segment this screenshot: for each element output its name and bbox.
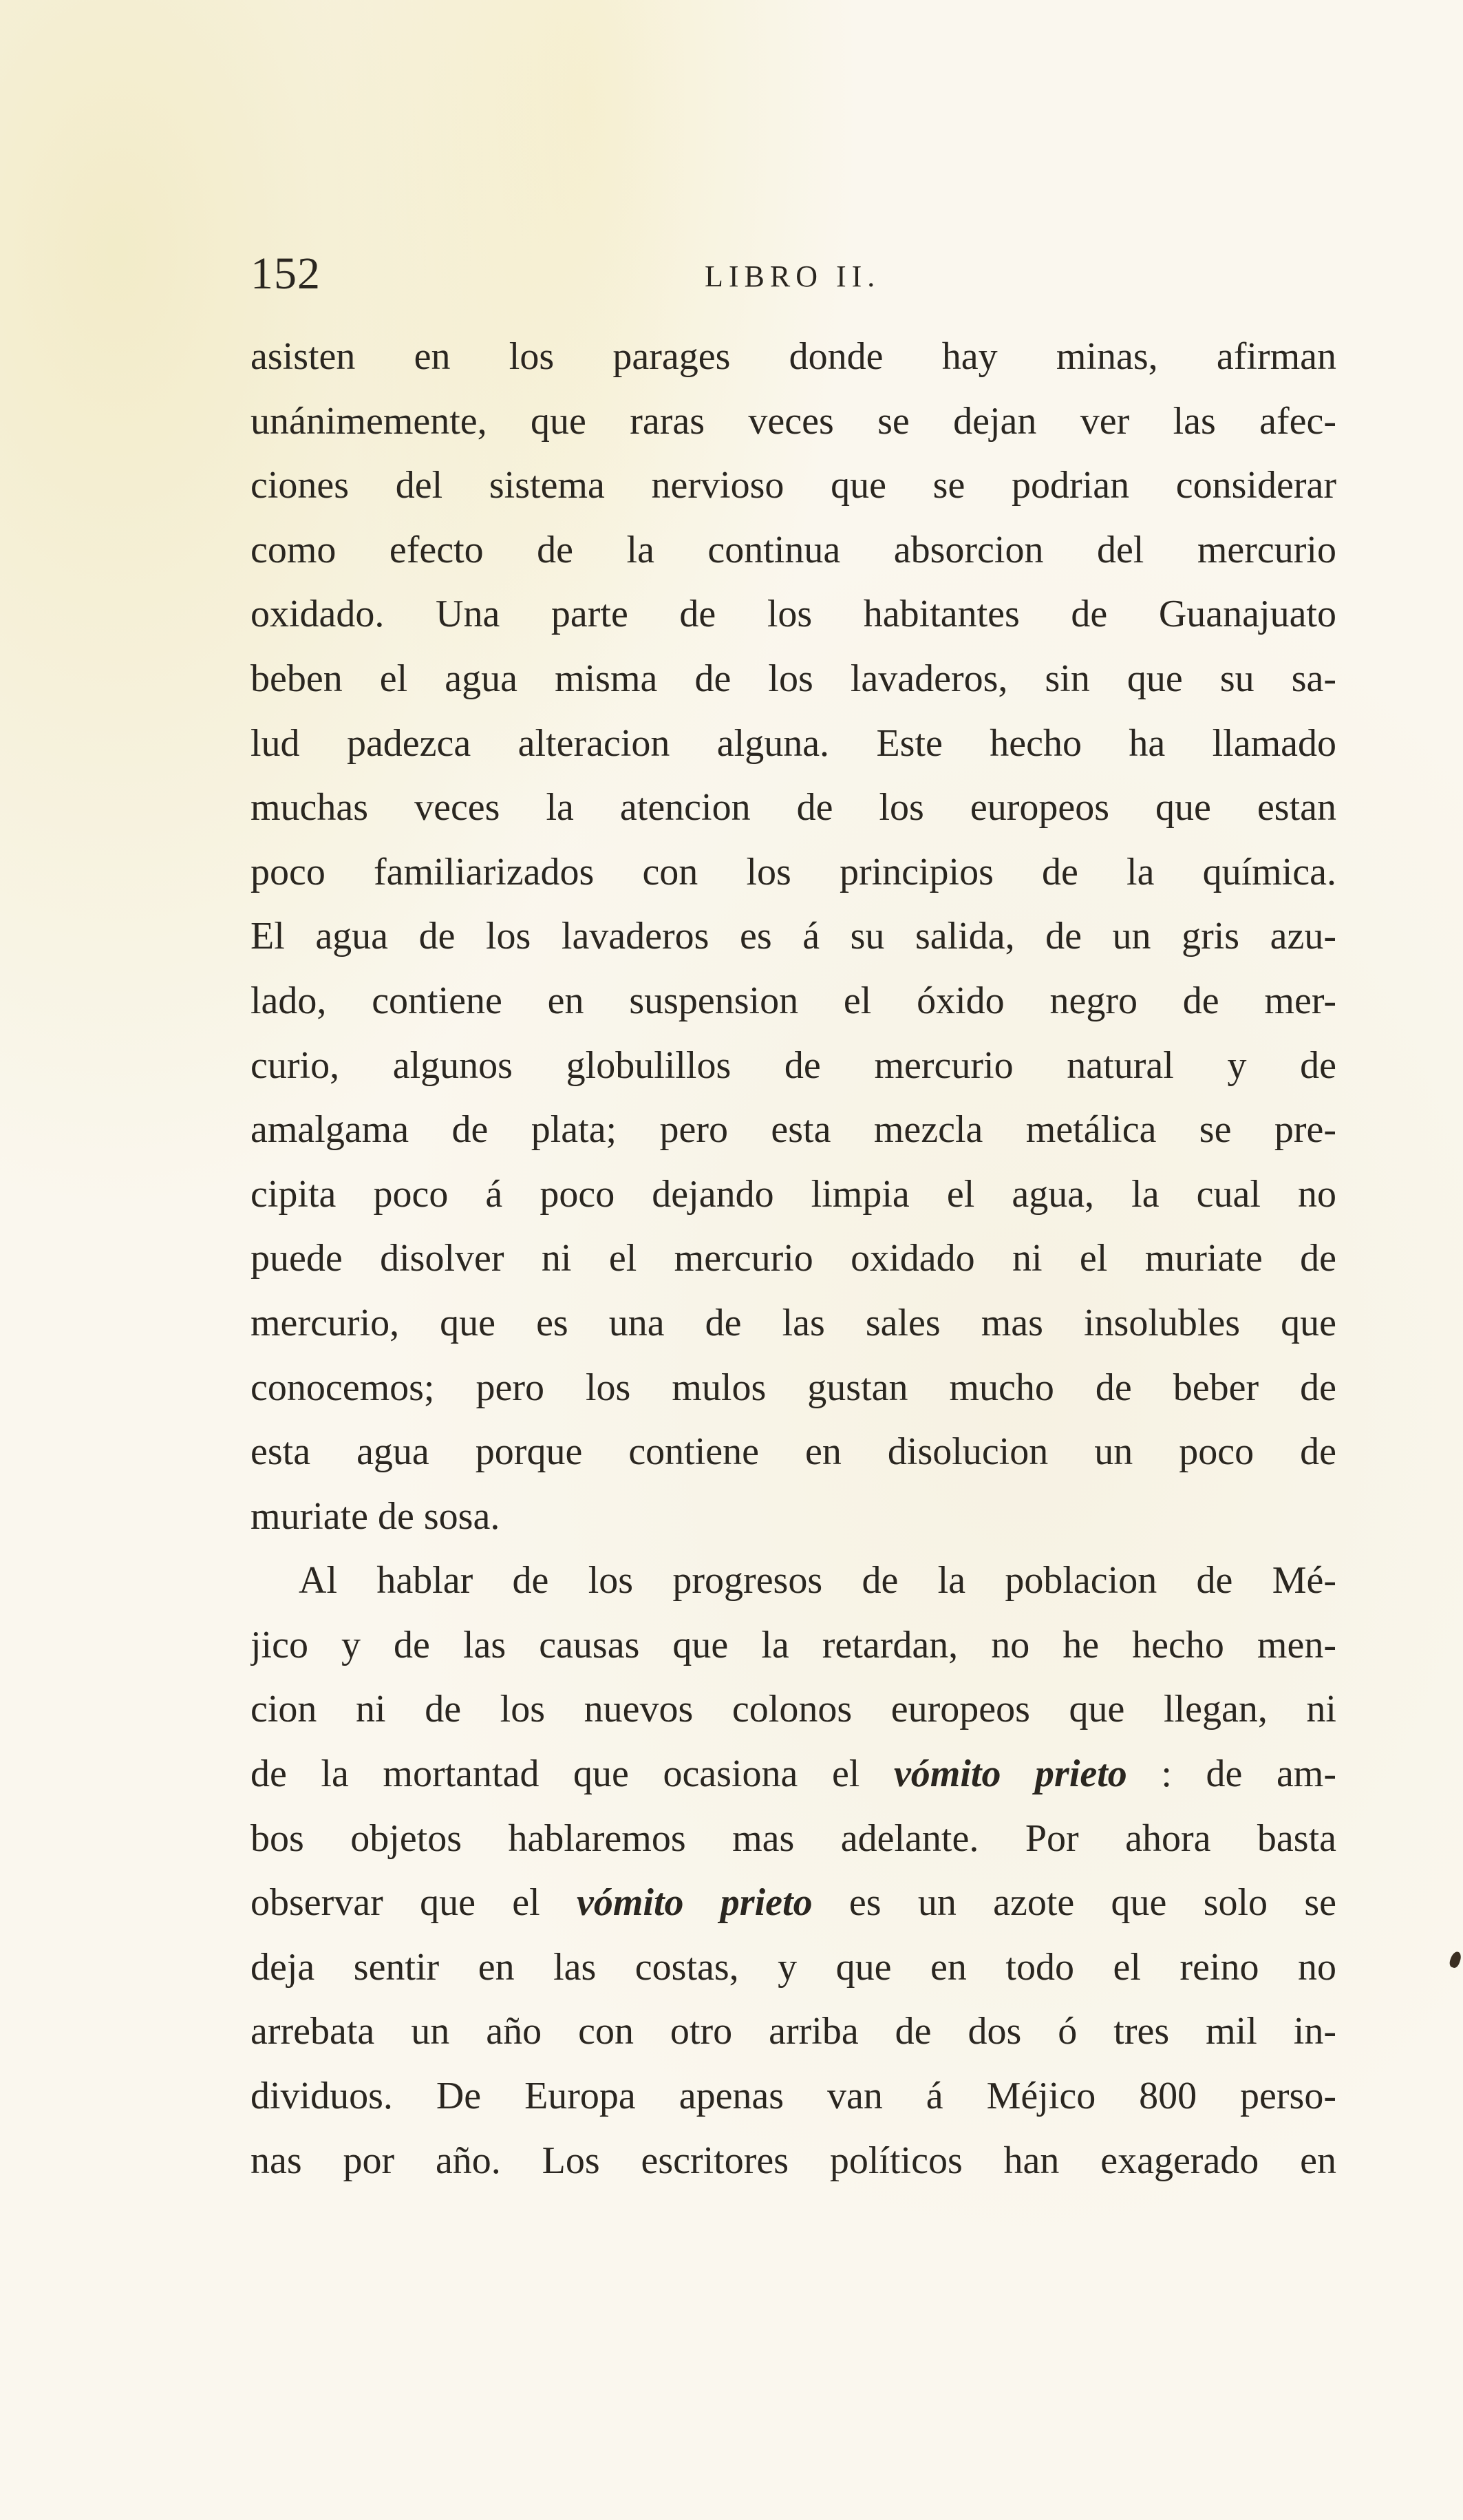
text-line: oxidado. Una parte de los habitantes de Guanajuato bbox=[250, 593, 1336, 636]
text-line: deja sentir en las costas, y que en todo el reino no bbox=[250, 1945, 1336, 1989]
text-line: cion ni de los nuevos colonos europeos que llegan, ni bbox=[250, 1688, 1336, 1731]
text-line: El agua de los lavaderos es á su salida, de un gris azu- bbox=[250, 915, 1336, 958]
page-header bbox=[250, 248, 1331, 310]
text-line: amalgama de plata; pero esta mezcla metálica se pre- bbox=[250, 1108, 1336, 1152]
text-line: nas por año. Los escritores políticos han exagerado en bbox=[250, 2139, 1336, 2182]
body-text bbox=[250, 325, 1336, 2193]
text-line: muchas veces la atencion de los europeos que estan bbox=[250, 786, 1336, 829]
ink-blot-mark bbox=[1448, 1950, 1462, 1969]
page-number: 152 bbox=[250, 248, 321, 299]
text-line: cipita poco á poco dejando limpia el agua, la cual no bbox=[250, 1172, 1336, 1216]
text-run: observar que el bbox=[250, 1881, 577, 1925]
text-line: ciones del sistema nervioso que se podrian considerar bbox=[250, 464, 1336, 507]
text-line-with-italic bbox=[250, 1742, 1336, 1807]
text-line: como efecto de la continua absorcion del mercurio bbox=[250, 528, 1336, 571]
text-line: unánimemente, que raras veces se dejan ver las afec- bbox=[250, 399, 1336, 443]
text-run: de la mortantad que ocasiona el bbox=[250, 1753, 894, 1796]
text-line: esta agua porque contiene en disolucion un poco de bbox=[250, 1430, 1336, 1474]
text-line: asisten en los parages donde hay minas, afirman bbox=[250, 335, 1336, 378]
italic-term: vómito prieto bbox=[576, 1881, 813, 1925]
paragraph-end-line: muriate de sosa. bbox=[250, 1494, 500, 1538]
text-line: beben el agua misma de los lavaderos, sin que su sa- bbox=[250, 657, 1336, 700]
text-line: conocemos; pero los mulos gustan mucho de beber de bbox=[250, 1366, 1336, 1409]
text-line: jico y de las causas que la retardan, no he hecho men- bbox=[250, 1623, 1336, 1666]
paragraph-start-line: Al hablar de los progresos de la poblacion de Mé- bbox=[299, 1559, 1336, 1602]
text-line: lud padezca alteracion alguna. Este hecho ha llamado bbox=[250, 721, 1336, 765]
text-line: bos objetos hablaremos mas adelante. Por ahora basta bbox=[250, 1817, 1336, 1860]
italic-term: vómito prieto bbox=[893, 1753, 1127, 1796]
running-head: LIBRO II. bbox=[705, 260, 881, 293]
text-line: lado, contiene en suspension el óxido negro de mer- bbox=[250, 979, 1336, 1022]
text-run: es un azote que solo se bbox=[812, 1881, 1336, 1925]
text-line: puede disolver ni el mercurio oxidado ni el muriate de bbox=[250, 1237, 1336, 1280]
text-line-with-italic bbox=[250, 1871, 1336, 1936]
text-run: : de am- bbox=[1126, 1753, 1336, 1796]
text-line: curio, algunos globulillos de mercurio natural y de bbox=[250, 1044, 1336, 1087]
text-line: arrebata un año con otro arriba de dos ó tres mil in- bbox=[250, 2010, 1336, 2053]
text-line: dividuos. De Europa apenas van á Méjico 800 perso- bbox=[250, 2075, 1336, 2118]
text-line: mercurio, que es una de las sales mas insolubles que bbox=[250, 1301, 1336, 1344]
text-line: poco familiarizados con los principios de la química. bbox=[250, 850, 1336, 893]
